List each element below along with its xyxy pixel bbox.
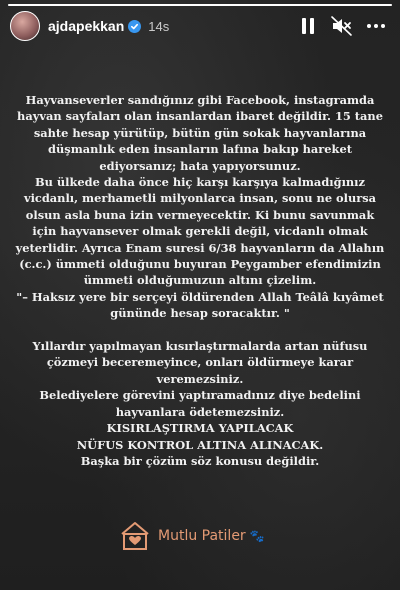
mutlu-patiler-logo xyxy=(118,516,265,556)
verified-badge-icon xyxy=(128,20,141,33)
paw-icon: 🐾 xyxy=(249,529,265,543)
story-paragraph-1: Hayvanseverler sandığınız gibi Facebook, instagramda hayvan sayfaları olan insanlardan ibaret değildir. 15 tane sahte hesap yürütüp, bütün gün sokak hayvanlarına düşmanlık eden insanların lafına bakıp hareket ediyorsanız; hata yapıyorsunuz. xyxy=(17,93,383,173)
story-paragraph-2: Bu ülkede daha önce hiç karşı karşıya kalmadığınız vicdanlı, merhametli milyonlarca insan, sonu ne olursa olsun asla buna izin vermeyecektir. Ki bunu savunmak için hayvansever olmak gerekli değil, vicdanlı olmak yeterlidir. Ayrıca Enam suresi 6/38 hayvanların da Allahın (c.c.) ümmeti olduğunu buyuran Peygamber efendimizin ümmeti olduğumuzun altını çizelim. xyxy=(15,175,385,288)
story-progress-fill xyxy=(8,4,392,6)
story-header xyxy=(10,10,390,42)
avatar[interactable] xyxy=(10,11,40,41)
story-quote: "– Haksız yere bir serçeyi öldürenden Allah Teâlâ kıyâmet gününde hesap soracaktır. " xyxy=(16,289,384,321)
story-paragraph-3: Yıllardır yapılmayan kısırlaştırmalarda artan nüfusu çözmeyi beceremeyince, onları öldürmeye karar veremezsiniz. xyxy=(32,339,368,386)
story-closing: Başka bir çözüm söz konusu değildir. xyxy=(80,453,320,468)
username[interactable]: ajdapekkan xyxy=(48,18,125,34)
speaker-muted-icon xyxy=(331,16,353,36)
story-slogan-2: NÜFUS KONTROL ALTINA ALINACAK. xyxy=(76,437,324,452)
story-text-block xyxy=(14,92,386,469)
more-options-icon xyxy=(366,23,386,29)
pause-icon xyxy=(300,17,316,35)
house-heart-logo-icon xyxy=(118,519,152,553)
more-options-button[interactable] xyxy=(362,12,390,40)
story-progress-bar xyxy=(8,4,392,6)
mute-button[interactable] xyxy=(328,12,356,40)
story-paragraph-4: Belediyelere görevini yaptıramadınız diye bedelini hayvanlara ödetemezsiniz. xyxy=(39,388,361,419)
story-slogan-1: KISIRLAŞTIRMA YAPILACAK xyxy=(106,421,294,436)
pause-button[interactable] xyxy=(294,12,322,40)
story-timestamp: 14s xyxy=(148,18,170,34)
paragraph-spacer xyxy=(14,322,386,338)
logo-text: Mutlu Patiler xyxy=(158,528,246,544)
